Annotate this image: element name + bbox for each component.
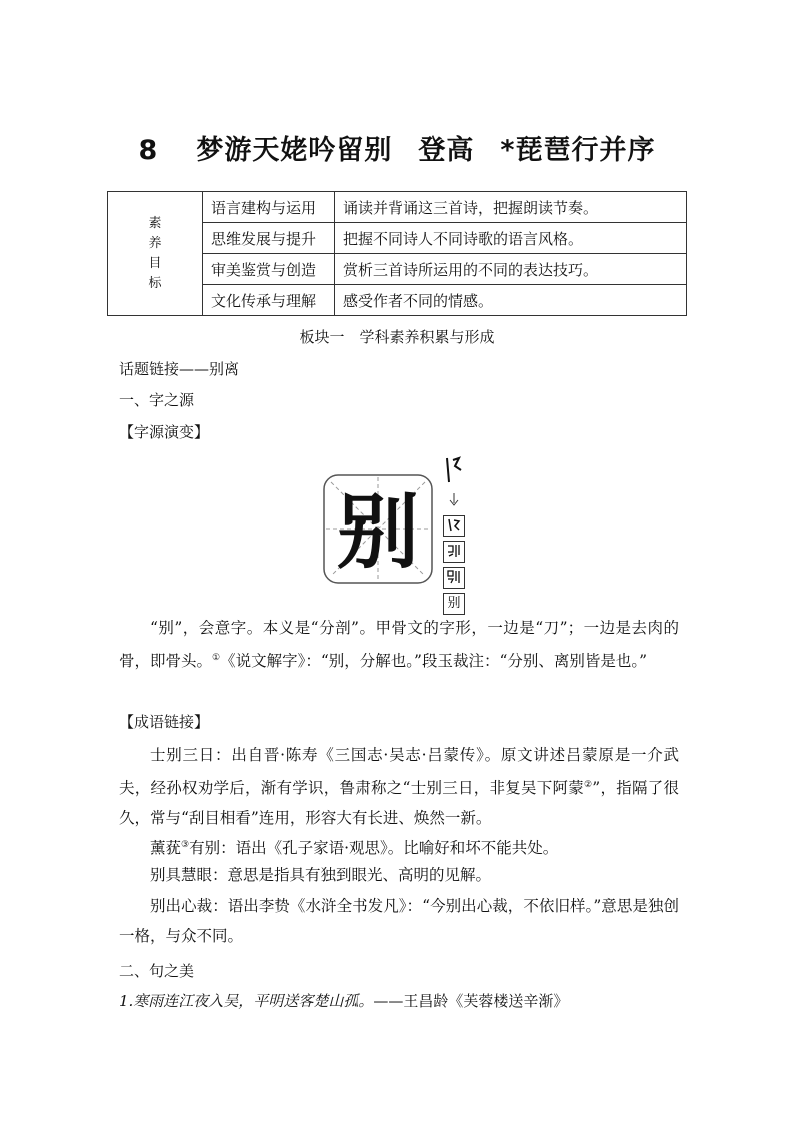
title-poem-1: 梦游天姥吟留别 xyxy=(196,135,393,166)
arrow-down-icon xyxy=(443,493,465,507)
idiom-heading: 【成语链接】 xyxy=(119,713,210,731)
evolution-stage-regular: 别 xyxy=(443,593,465,615)
poem-line: 1.寒雨连江夜入吴，平明送客楚山孤。——王昌龄《芙蓉楼送辛渐》 xyxy=(119,992,569,1010)
lesson-number: 8 xyxy=(138,135,159,166)
goal-content: 感受作者不同的情感。 xyxy=(335,285,687,316)
big-character: 别 xyxy=(336,485,420,580)
idiom-1: 士别三日：出自晋·陈寿《三国志·吴志·吕蒙传》。原文讲述吕蒙原是一介武夫，经孙权劝学后，渐有学识，鲁肃称之“士别三日，非复吴下阿蒙②”，指隔了很久，常与“刮目相看”连用，形容大有长进、焕然一新。 xyxy=(119,746,679,828)
oracle-bone-glyph-icon xyxy=(443,456,465,488)
topic-link: 话题链接——别离 xyxy=(119,360,240,378)
goal-category: 语言建构与运用 xyxy=(203,192,335,223)
title-poem-3: *琵琶行并序 xyxy=(500,135,656,166)
title-poem-2: 登高 xyxy=(418,135,475,166)
goal-category: 思维发展与提升 xyxy=(203,223,335,254)
clerical-glyph-icon xyxy=(445,568,463,586)
idiom-3: 别具慧眼：意思是指具有独到眼光、高明的见解。 xyxy=(150,866,492,884)
goal-content: 赏析三首诗所运用的不同的表达技巧。 xyxy=(335,254,687,285)
goal-content: 诵读并背诵这三首诗，把握朗读节奏。 xyxy=(335,192,687,223)
bronze-glyph-icon xyxy=(445,516,463,534)
evolution-stage xyxy=(443,567,465,589)
evolution-stage xyxy=(443,541,465,563)
char-evolution-heading: 【字源演变】 xyxy=(119,423,210,441)
goal-category: 文化传承与理解 xyxy=(203,285,335,316)
goals-side-label: 素 养 目 标 xyxy=(108,192,203,316)
idiom-2: 薰莸③有别：语出《孔子家语·观思》。比喻好和坏不能共处。 xyxy=(150,839,559,858)
block-title: 板块一 学科素养积累与形成 xyxy=(299,328,495,346)
seal-glyph-icon xyxy=(445,542,463,560)
section-heading-2: 二、句之美 xyxy=(119,962,195,980)
goal-content: 把握不同诗人不同诗歌的语言风格。 xyxy=(335,223,687,254)
section-heading-1: 一、字之源 xyxy=(119,391,195,409)
character-evolution-column xyxy=(443,456,465,615)
calligraphy-grid xyxy=(323,474,433,584)
idiom-4: 别出心裁：语出李贽《水浒全书发凡》：“今别出心裁，不依旧样。”意思是独创一格，与众不同。 xyxy=(119,897,679,945)
goal-category: 审美鉴赏与创造 xyxy=(203,254,335,285)
page-title xyxy=(0,128,794,167)
evolution-stage xyxy=(443,515,465,537)
literacy-goals-table xyxy=(107,191,687,316)
character-explanation: “别”，会意字。本义是“分剖”。甲骨文的字形，一边是“刀”；一边是去肉的骨，即骨头。①《说文解字》：“别，分解也。”段玉裁注：“分别、离别皆是也。” xyxy=(119,619,679,671)
